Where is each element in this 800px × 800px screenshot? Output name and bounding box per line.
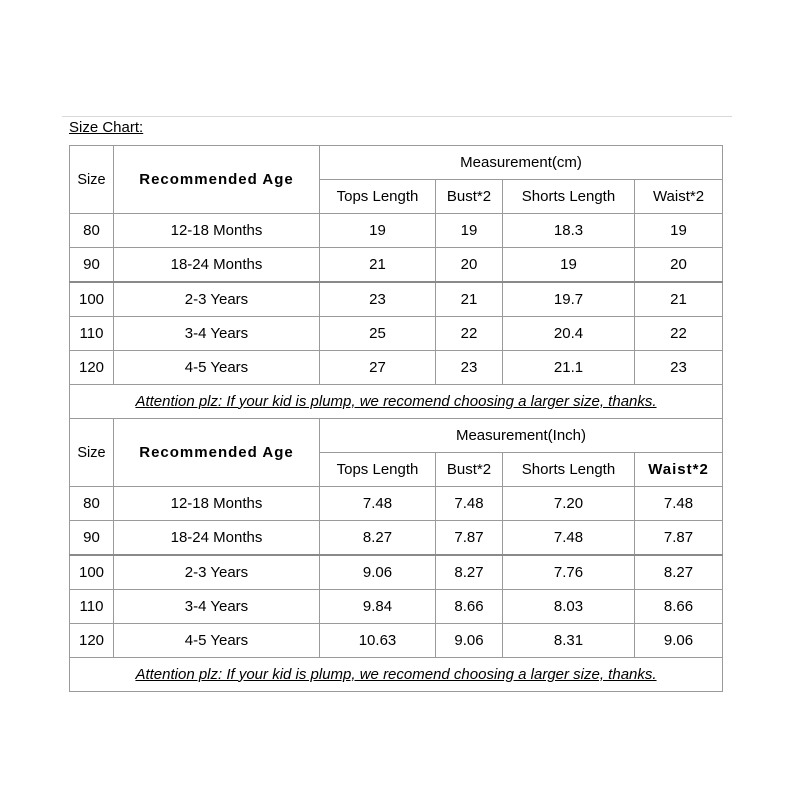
waist-cell: 7.87 — [635, 521, 723, 556]
bust-cell: 8.66 — [436, 590, 503, 624]
shorts-length-cell: 20.4 — [503, 317, 635, 351]
bust-cell: 19 — [436, 214, 503, 248]
bust-cell: 20 — [436, 248, 503, 283]
age-cell: 2-3 Years — [114, 555, 320, 590]
cm-header-row-1 — [70, 146, 723, 180]
inch-header-row-1 — [70, 419, 723, 453]
waist-header: Waist*2 — [635, 180, 723, 214]
size-header: Size — [70, 146, 114, 214]
attention-note: Attention plz: If your kid is plump, we recomend choosing a larger size, thanks. — [70, 385, 723, 419]
table-row — [70, 317, 723, 351]
shorts-length-cell: 18.3 — [503, 214, 635, 248]
bust-cell: 22 — [436, 317, 503, 351]
table-row — [70, 351, 723, 385]
recommended-age-header: Recommended Age — [114, 419, 320, 487]
waist-cell: 7.48 — [635, 487, 723, 521]
size-cell: 80 — [70, 487, 114, 521]
table-row — [70, 248, 723, 283]
bust-cell: 7.87 — [436, 521, 503, 556]
tops-length-cell: 9.06 — [320, 555, 436, 590]
waist-cell: 19 — [635, 214, 723, 248]
shorts-length-cell: 7.20 — [503, 487, 635, 521]
shorts-length-cell: 21.1 — [503, 351, 635, 385]
tops-length-cell: 8.27 — [320, 521, 436, 556]
waist-cell: 22 — [635, 317, 723, 351]
top-divider — [62, 116, 732, 117]
age-cell: 4-5 Years — [114, 351, 320, 385]
bust-cell: 7.48 — [436, 487, 503, 521]
waist-cell: 8.27 — [635, 555, 723, 590]
size-cell: 90 — [70, 248, 114, 283]
bust-cell: 8.27 — [436, 555, 503, 590]
waist-cell: 9.06 — [635, 624, 723, 658]
bust-cell: 23 — [436, 351, 503, 385]
table-row — [70, 214, 723, 248]
age-cell: 3-4 Years — [114, 317, 320, 351]
attention-note-row — [70, 385, 723, 419]
size-cell: 110 — [70, 317, 114, 351]
table-row — [70, 282, 723, 317]
waist-cell: 21 — [635, 282, 723, 317]
size-chart-title: Size Chart: — [69, 119, 144, 136]
waist-cell: 23 — [635, 351, 723, 385]
shorts-length-cell: 8.31 — [503, 624, 635, 658]
shorts-length-header: Shorts Length — [503, 453, 635, 487]
attention-note: Attention plz: If your kid is plump, we recomend choosing a larger size, thanks. — [70, 658, 723, 692]
tops-length-cell: 27 — [320, 351, 436, 385]
tops-length-cell: 25 — [320, 317, 436, 351]
tops-length-cell: 7.48 — [320, 487, 436, 521]
tops-length-cell: 10.63 — [320, 624, 436, 658]
tops-length-header: Tops Length — [320, 453, 436, 487]
size-cell: 100 — [70, 282, 114, 317]
tops-length-cell: 23 — [320, 282, 436, 317]
shorts-length-cell: 7.76 — [503, 555, 635, 590]
tops-length-cell: 19 — [320, 214, 436, 248]
bust-cell: 21 — [436, 282, 503, 317]
shorts-length-cell: 19.7 — [503, 282, 635, 317]
measurement-inch-header: Measurement(Inch) — [320, 419, 723, 453]
size-cell: 90 — [70, 521, 114, 556]
size-cell: 80 — [70, 214, 114, 248]
bust-header: Bust*2 — [436, 180, 503, 214]
age-cell: 18-24 Months — [114, 521, 320, 556]
table-row — [70, 555, 723, 590]
table-row — [70, 487, 723, 521]
size-cell: 120 — [70, 351, 114, 385]
size-cell: 110 — [70, 590, 114, 624]
size-cell: 100 — [70, 555, 114, 590]
tops-length-header: Tops Length — [320, 180, 436, 214]
age-cell: 12-18 Months — [114, 487, 320, 521]
size-chart-table — [69, 145, 723, 692]
age-cell: 12-18 Months — [114, 214, 320, 248]
waist-header: Waist*2 — [635, 453, 723, 487]
bust-header: Bust*2 — [436, 453, 503, 487]
attention-note-row — [70, 658, 723, 692]
age-cell: 2-3 Years — [114, 282, 320, 317]
table-row — [70, 624, 723, 658]
tops-length-cell: 9.84 — [320, 590, 436, 624]
tops-length-cell: 21 — [320, 248, 436, 283]
table-row — [70, 521, 723, 556]
waist-cell: 20 — [635, 248, 723, 283]
size-cell: 120 — [70, 624, 114, 658]
recommended-age-header: Recommended Age — [114, 146, 320, 214]
bust-cell: 9.06 — [436, 624, 503, 658]
size-header: Size — [70, 419, 114, 487]
waist-cell: 8.66 — [635, 590, 723, 624]
table-row — [70, 590, 723, 624]
shorts-length-cell: 19 — [503, 248, 635, 283]
measurement-cm-header: Measurement(cm) — [320, 146, 723, 180]
shorts-length-cell: 7.48 — [503, 521, 635, 556]
shorts-length-header: Shorts Length — [503, 180, 635, 214]
shorts-length-cell: 8.03 — [503, 590, 635, 624]
age-cell: 4-5 Years — [114, 624, 320, 658]
age-cell: 3-4 Years — [114, 590, 320, 624]
age-cell: 18-24 Months — [114, 248, 320, 283]
